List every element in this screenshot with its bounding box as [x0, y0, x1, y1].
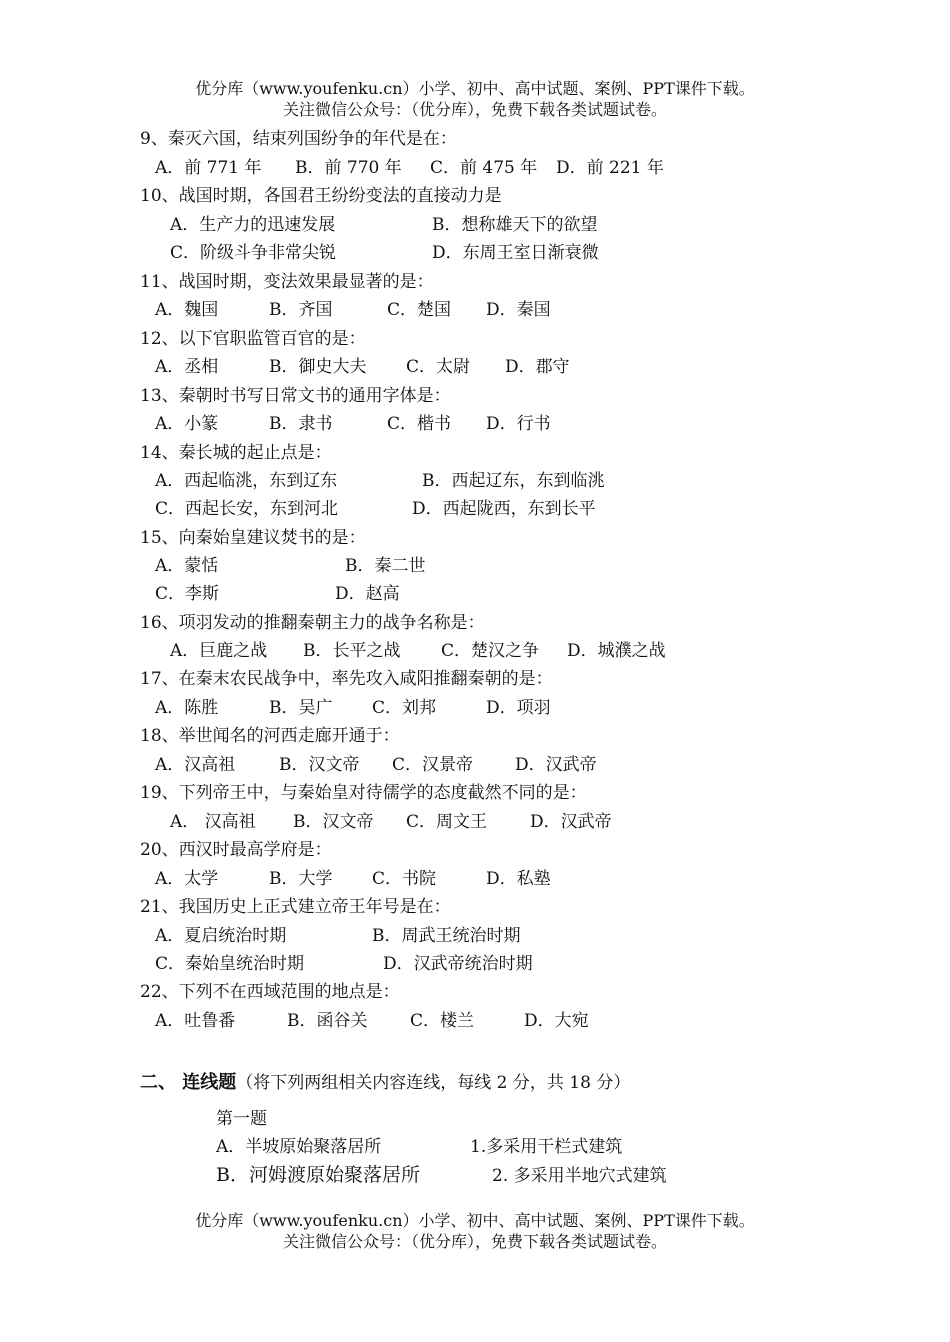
q16-option-a: A．巨鹿之战 — [170, 641, 268, 661]
header-line-2: 关注微信公众号：（优分库），免费下载各类试题试卷。 — [282, 100, 667, 119]
q10-option-d: D．东周王室日渐衰微 — [432, 243, 599, 263]
q13-option-d: D．行书 — [486, 414, 551, 434]
q9-option-a: A．前 771 年 — [155, 158, 262, 178]
question-11: 11、战国时期，变法效果最显著的是： — [140, 272, 434, 292]
question-21: 21、我国历史上正式建立帝王年号是在： — [140, 897, 451, 917]
page-header — [0, 78, 950, 120]
q12-option-a: A．丞相 — [155, 357, 219, 377]
q9-option-c: C．前 475 年 — [430, 158, 538, 178]
q14-option-b: B．西起辽东，东到临洮 — [422, 471, 605, 491]
q15-option-d: D．赵高 — [335, 584, 400, 604]
q22-option-c: C．楼兰 — [410, 1011, 475, 1031]
q9-option-b: B．前 770 年 — [295, 158, 402, 178]
question-15: 15、向秦始皇建议焚书的是： — [140, 528, 366, 548]
q19-option-b: B．汉文帝 — [293, 812, 374, 832]
header-line-1: 优分库（www.youfenku.cn）小学、初中、高中试题、案例、PPT课件下载。 — [195, 79, 755, 98]
q10-option-c: C．阶级斗争非常尖锐 — [170, 243, 337, 263]
page-footer — [0, 1210, 950, 1252]
q13-option-c: C．楷书 — [387, 414, 452, 434]
question-12: 12、以下官职监管百官的是： — [140, 329, 366, 349]
q11-option-b: B．齐国 — [269, 300, 333, 320]
q11-option-a: A．魏国 — [155, 300, 219, 320]
match-right-1: 1.多采用干栏式建筑 — [470, 1137, 623, 1157]
question-17: 17、在秦末农民战争中，率先攻入咸阳推翻秦朝的是： — [140, 669, 553, 689]
q14-option-a: A．西起临洮，东到辽东 — [155, 471, 338, 491]
q18-option-d: D．汉武帝 — [515, 755, 597, 775]
q22-option-d: D．大宛 — [524, 1011, 589, 1031]
q17-option-a: A．陈胜 — [155, 698, 219, 718]
q10-option-b: B．想称雄天下的欲望 — [432, 215, 598, 235]
q11-option-c: C．楚国 — [387, 300, 452, 320]
question-16: 16、项羽发动的推翻秦朝主力的战争名称是： — [140, 613, 485, 633]
q19-option-c: C．周文王 — [406, 812, 488, 832]
q15-option-b: B．秦二世 — [345, 556, 426, 576]
q21-option-c: C．秦始皇统治时期 — [155, 954, 305, 974]
question-9: 9、秦灭六国，结束列国纷争的年代是在： — [140, 129, 457, 149]
question-14: 14、秦长城的起止点是： — [140, 443, 332, 463]
question-18: 18、举世闻名的河西走廊开通于： — [140, 726, 400, 746]
q21-option-a: A．夏启统治时期 — [155, 926, 287, 946]
q15-option-a: A．蒙恬 — [155, 556, 219, 576]
question-22: 22、下列不在西域范围的地点是： — [140, 982, 400, 1002]
match-left-b: B．河姆渡原始聚落居所 — [216, 1164, 420, 1186]
q16-option-b: B．长平之战 — [303, 641, 401, 661]
q13-option-a: A．小篆 — [155, 414, 219, 434]
q17-option-c: C．刘邦 — [372, 698, 437, 718]
q19-option-d: D．汉武帝 — [530, 812, 612, 832]
q18-option-c: C．汉景帝 — [392, 755, 474, 775]
q17-option-b: B．吴广 — [269, 698, 333, 718]
section-2-subtitle: 第一题 — [216, 1109, 267, 1129]
question-19: 19、下列帝王中，与秦始皇对待儒学的态度截然不同的是： — [140, 783, 587, 803]
q20-option-a: A．太学 — [155, 869, 219, 889]
q12-option-c: C．太尉 — [406, 357, 471, 377]
q20-option-b: B．大学 — [269, 869, 333, 889]
section-2-heading — [140, 1070, 630, 1096]
q16-option-d: D．城濮之战 — [567, 641, 666, 661]
question-13: 13、秦朝时书写日常文书的通用字体是： — [140, 386, 451, 406]
match-right-2: 2. 多采用半地穴式建筑 — [492, 1166, 667, 1186]
q18-option-b: B．汉文帝 — [279, 755, 360, 775]
q17-option-d: D．项羽 — [486, 698, 551, 718]
q21-option-b: B．周武王统治时期 — [372, 926, 521, 946]
q10-option-a: A．生产力的迅速发展 — [170, 215, 336, 235]
match-left-a: A．半坡原始聚落居所 — [216, 1137, 382, 1157]
question-10: 10、战国时期，各国君王纷纷变法的直接动力是 — [140, 186, 502, 206]
section-2-title: 二、 连线题 — [140, 1072, 237, 1093]
q11-option-d: D．秦国 — [486, 300, 551, 320]
question-20: 20、西汉时最高学府是： — [140, 840, 332, 860]
q19-option-a: A． 汉高祖 — [170, 812, 256, 832]
q14-option-d: D．西起陇西，东到长平 — [412, 499, 596, 519]
q22-option-b: B．函谷关 — [287, 1011, 368, 1031]
q9-option-d: D．前 221 年 — [556, 158, 664, 178]
section-2-note: （将下列两组相关内容连线，每线 2 分，共 18 分） — [236, 1073, 631, 1093]
q12-option-b: B．御史大夫 — [269, 357, 367, 377]
q18-option-a: A．汉高祖 — [155, 755, 236, 775]
q13-option-b: B．隶书 — [269, 414, 333, 434]
q20-option-d: D．私塾 — [486, 869, 551, 889]
q16-option-c: C．楚汉之争 — [441, 641, 540, 661]
q14-option-c: C．西起长安，东到河北 — [155, 499, 339, 519]
q22-option-a: A．吐鲁番 — [155, 1011, 236, 1031]
q15-option-c: C．李斯 — [155, 584, 220, 604]
q21-option-d: D．汉武帝统治时期 — [383, 954, 533, 974]
q20-option-c: C．书院 — [372, 869, 437, 889]
footer-line-2: 关注微信公众号：（优分库），免费下载各类试题试卷。 — [282, 1232, 667, 1251]
q12-option-d: D．郡守 — [505, 357, 570, 377]
footer-line-1: 优分库（www.youfenku.cn）小学、初中、高中试题、案例、PPT课件下载。 — [195, 1211, 755, 1230]
